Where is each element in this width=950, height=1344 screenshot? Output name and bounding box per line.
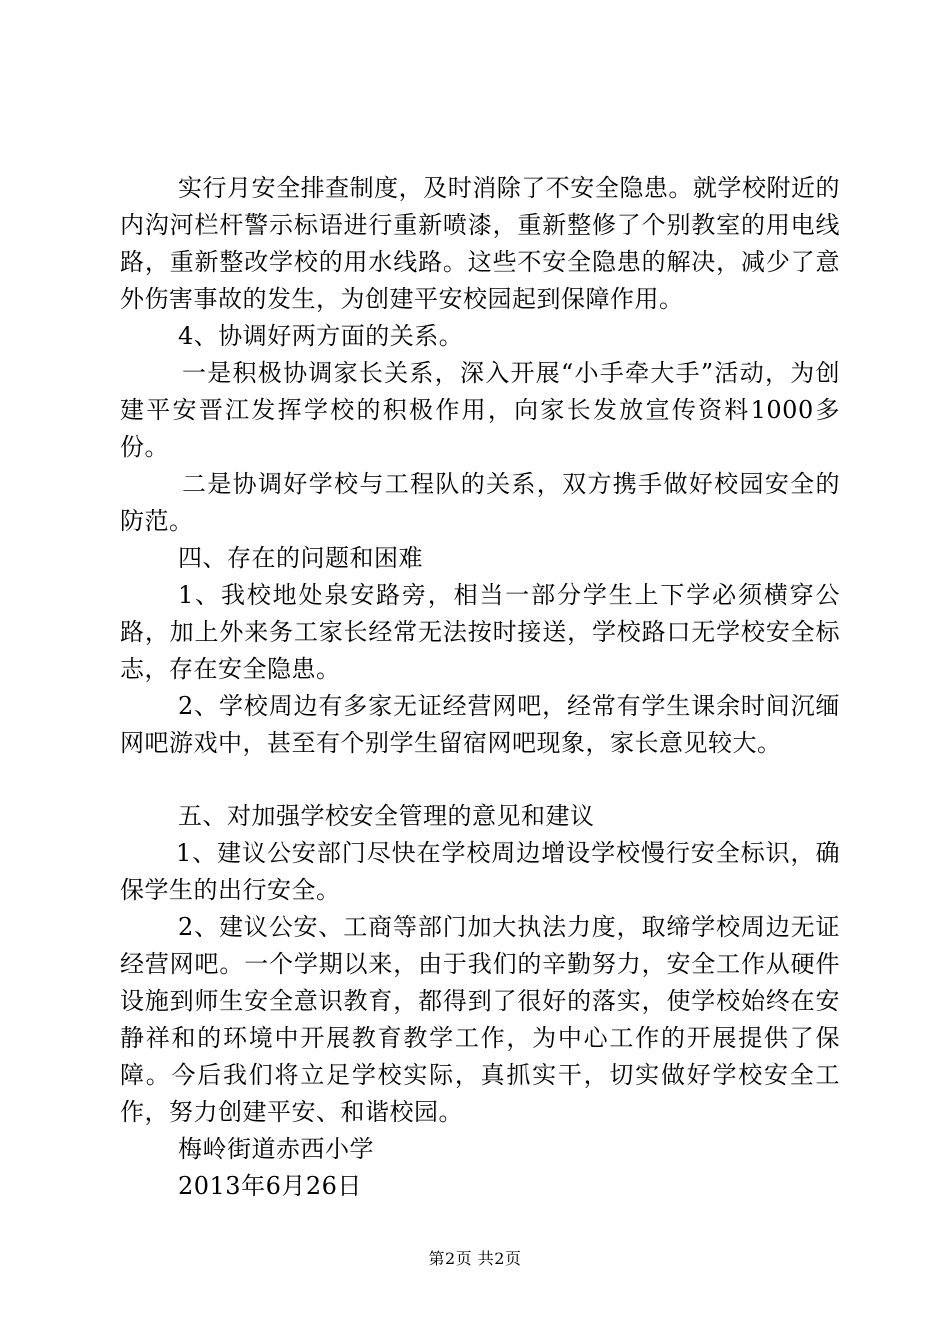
section-heading-suggestions: 五、对加强学校安全管理的意见和建议 — [178, 802, 595, 830]
page-number-footer: 第2页 共2页 — [428, 1249, 522, 1268]
signature-date: 2013年6月26日 — [178, 1172, 362, 1200]
paragraph-construction-team: 二是协调好学校与工程队的关系，双方携手做好校园安全的防范。 — [120, 470, 840, 535]
document-body — [120, 170, 840, 1205]
section-heading-problems: 四、存在的问题和困难 — [178, 544, 423, 572]
paragraph-safety-inspection: 实行月安全排查制度，及时消除了不安全隐患。就学校附近的内沟河栏杆警示标语进行重新喷漆，重新整修了个别教室的用电线路，重新整改学校的用水线路。这些不安全隐患的解决，减少了意外伤害事故的发生，为创建平安校园起到保障作用。 — [120, 174, 840, 313]
paragraph-parent-relations: 一是积极协调家长关系，深入开展“小手牵大手”活动，为创建平安晋江发挥学校的积极作用，向家长发放宣传资料1000多份。 — [120, 359, 840, 461]
paragraph-problem-road: 1、我校地处泉安路旁，相当一部分学生上下学必须横穿公路，加上外来务工家长经常无法按时接送，学校路口无学校安全标志，存在安全隐患。 — [120, 581, 840, 683]
paragraph-suggestion-signs: 1、建议公安部门尽快在学校周边增设学校慢行安全标识，确保学生的出行安全。 — [120, 839, 840, 904]
paragraph-heading-coordinate-relations: 4、协调好两方面的关系。 — [178, 322, 464, 350]
paragraph-gap — [120, 762, 840, 798]
signature-school-name: 梅岭街道赤西小学 — [178, 1135, 374, 1163]
paragraph-problem-internet-cafe: 2、学校周边有多家无证经营网吧，经常有学生课余时间沉缅网吧游戏中，甚至有个别学生留宿网吧现象，家长意见较大。 — [120, 692, 840, 757]
paragraph-suggestion-enforcement: 2、建议公安、工商等部门加大执法力度，取缔学校周边无证经营网吧。一个学期以来，由于我们的辛勤努力，安全工作从硬件设施到师生安全意识教育，都得到了很好的落实，使学校始终在安静祥和的环境中开展教育教学工作，为中心工作的开展提供了保障。今后我们将立足学校实际，真抓实干，切实做好学校安全工作，努力创建平安、和谐校园。 — [120, 913, 840, 1126]
